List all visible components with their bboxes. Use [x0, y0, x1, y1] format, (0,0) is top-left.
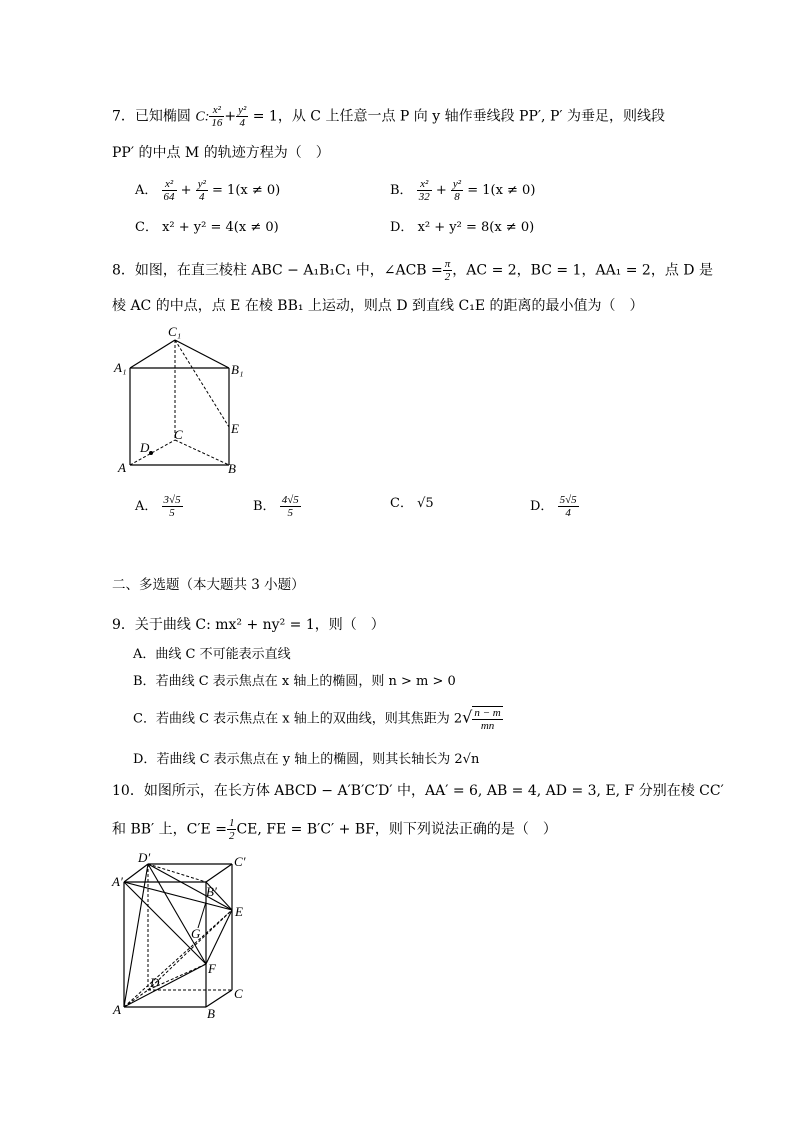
- label-c10: C: [234, 986, 243, 1001]
- q8-line2: 棱 AC 的中点，点 E 在棱 BB₁ 上运动，则点 D 到直线 C₁E 的距离的最小值为（ ）: [112, 298, 644, 314]
- label-a1: A₁: [114, 360, 127, 375]
- q9-option-c: C．若曲线 C 表示焦点在 x 轴上的双曲线，则其焦距为 2√ $\frac{n - m}{mn}$: [133, 707, 501, 732]
- label-f: F: [208, 961, 216, 976]
- q7-option-c: C． x² + y² = 4(x ≠ 0): [135, 220, 279, 235]
- q8-option-b: B． $\frac{4√5}{5}$: [253, 494, 299, 519]
- q8-pi-half: $\frac{\pi}{2}$: [444, 258, 451, 283]
- q9-stem: 9．关于曲线 C: mx² + ny² = 1，则（ ）: [112, 617, 385, 633]
- label-d: D: [140, 440, 150, 455]
- label-b: B: [228, 461, 236, 476]
- label-ap: A′: [112, 874, 123, 889]
- q8-prism-figure: [112, 322, 252, 478]
- label-e: E: [231, 421, 239, 436]
- label-b1: B₁: [231, 362, 244, 377]
- label-c1: C₁: [168, 324, 182, 339]
- section-multi-choice: 二、多选题（本大题共 3 小题）: [112, 577, 305, 593]
- label-a: A: [118, 460, 126, 475]
- label-e10: E: [235, 904, 243, 919]
- q7-line1: [112, 104, 665, 129]
- q8-option-a: A． $\frac{3√5}{5}$: [135, 494, 181, 519]
- q7-option-b: B． $\frac{\text{x²}}{32}$ + $\frac{\text{y²}}{8}$ = 1(x ≠ 0): [390, 178, 536, 203]
- label-b10: B: [207, 1006, 215, 1021]
- label-c: C: [174, 427, 183, 442]
- q7-prefix: 7．已知椭圆: [112, 108, 191, 125]
- q7-eq-one: = 1: [252, 108, 278, 125]
- q8-option-d: D． $\frac{5√5}{4}$: [530, 494, 577, 519]
- label-cp: C′: [234, 854, 246, 869]
- q10-line1: 10．如图所示，在长方体 ABCD − A′B′C′D′ 中，AA′ = 6, AB = 4, AD = 3, E, F 分别在棱 CC′: [112, 783, 724, 799]
- label-bp: B′: [206, 884, 217, 899]
- q7-option-a: A． $\frac{\text{x²}}{64}$ + $\frac{\text{y²}}{4}$ = 1(x ≠ 0): [135, 178, 281, 203]
- q10-half: $\frac{1}{2}$: [228, 817, 235, 842]
- q8-option-c: C． √5: [390, 496, 434, 511]
- q8-line1: 8．如图，在直三棱柱 ABC − A₁B₁C₁ 中，∠ACB = $\frac{\pi}{2}$ ，AC = 2，BC = 1，AA₁ = 2，点 D 是: [112, 258, 713, 283]
- q7-frac-y: $\frac{\text{y²}}{4}$: [238, 104, 247, 129]
- q7-ellipse-name: C:: [195, 109, 210, 125]
- label-dp: D′: [138, 852, 151, 865]
- q9-option-a: A．曲线 C 不可能表示直线: [133, 647, 291, 662]
- q7-suffix: ，从 C 上任意一点 P 向 y 轴作垂线段 PP′, P′ 为垂足，则线段: [277, 108, 666, 125]
- q7-option-d: D． x² + y² = 8(x ≠ 0): [390, 220, 535, 235]
- label-g: G: [191, 926, 201, 941]
- q10-line2: 和 BB′ 上，C′E = $\frac{1}{2}$ CE, FE = B′C′ + BF，则下列说法正确的是（ ）: [112, 817, 557, 842]
- label-d10: D: [150, 975, 160, 990]
- q7-line2: PP′ 的中点 M 的轨迹方程为（ ）: [112, 145, 330, 161]
- label-a10: A: [113, 1002, 121, 1017]
- q9-option-d: D．若曲线 C 表示焦点在 y 轴上的椭圆，则其长轴长为 2√n: [133, 752, 480, 767]
- q7-frac-x: $\frac{\text{x²}}{16}$: [211, 104, 223, 129]
- q9-option-b: B．若曲线 C 表示焦点在 x 轴上的椭圆，则 n > m > 0: [133, 674, 456, 689]
- q7-plus: +: [224, 108, 237, 125]
- q10-cuboid-figure: [110, 852, 270, 1022]
